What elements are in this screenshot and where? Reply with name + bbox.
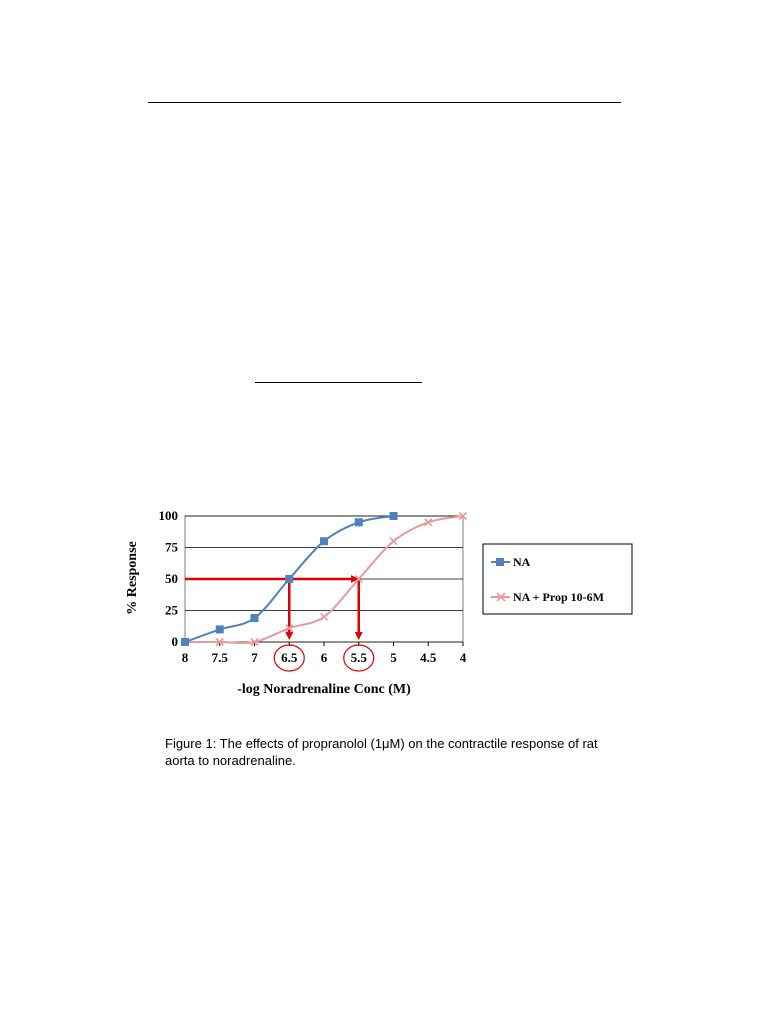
x-tick-label: 8 — [181, 650, 189, 665]
data-point-na — [251, 614, 259, 622]
y-axis-title: % Response — [125, 541, 140, 615]
x-tick-label: 5 — [390, 650, 397, 665]
x-axis-title: -log Noradrenaline Conc (M) — [237, 682, 411, 697]
x-tick-label: 7.5 — [211, 650, 228, 665]
caption-line-2: aorta to noradrenaline. — [165, 753, 296, 768]
legend-label-na-prop: NA + Prop 10-6M — [513, 590, 604, 604]
data-point-na — [320, 537, 328, 545]
legend-marker-na — [496, 558, 504, 566]
legend-label-na: NA — [513, 555, 531, 569]
data-point-na — [181, 638, 189, 646]
data-point-na — [390, 512, 398, 520]
y-tick-label: 50 — [165, 571, 178, 586]
y-tick-label: 0 — [171, 634, 178, 649]
data-point-na — [285, 575, 293, 583]
y-tick-label: 75 — [165, 539, 178, 555]
figure-caption — [165, 735, 765, 769]
data-point-na — [216, 625, 224, 633]
x-tick-label: 4.5 — [420, 650, 437, 665]
data-point-na-prop — [390, 538, 397, 545]
x-tick-label: 6.5 — [281, 650, 298, 665]
x-tick-label: 5.5 — [350, 650, 367, 665]
x-tick-label: 4 — [459, 650, 467, 665]
x-tick-label: 6 — [320, 650, 328, 665]
y-tick-label: 25 — [165, 602, 178, 618]
data-point-na-prop — [321, 613, 328, 620]
legend — [483, 544, 632, 614]
caption-line-1: Figure 1: The effects of propranolol (1μM) on the contractile response of rat — [165, 736, 598, 751]
data-point-na — [355, 518, 363, 526]
x-tick-label: 7 — [251, 650, 258, 665]
y-tick-label: 100 — [158, 508, 178, 523]
